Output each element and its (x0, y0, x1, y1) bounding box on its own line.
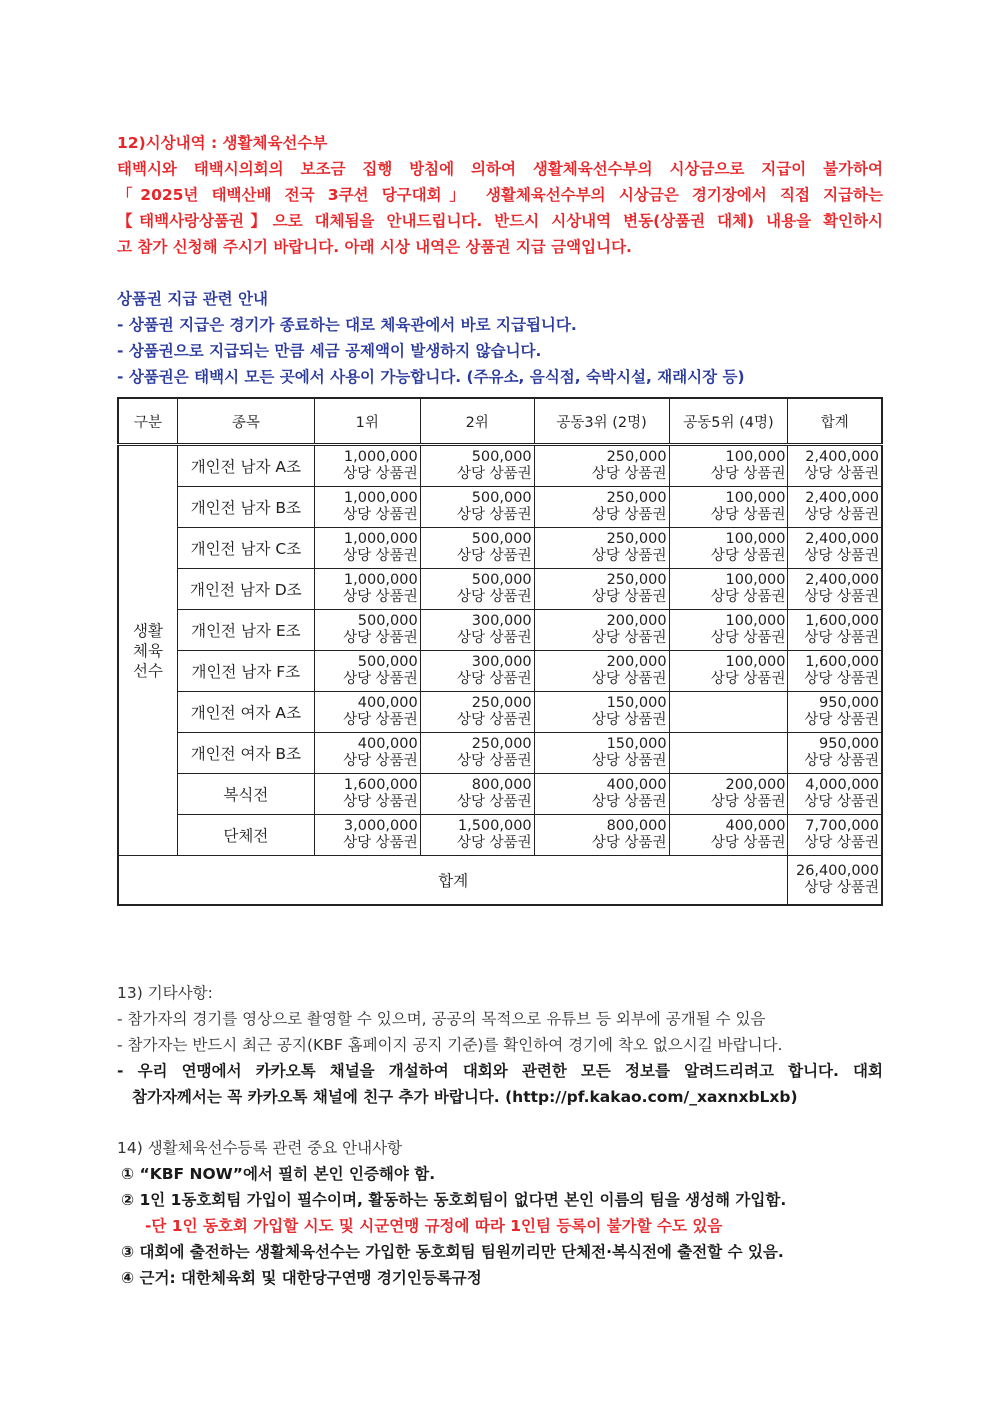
event-cell: 개인전 남자 E조 (177, 610, 314, 651)
prize-suffix: 상당 상품권 (457, 630, 532, 646)
prize-amount: 800,000 (471, 777, 532, 793)
total-suffix: 상당 상품권 (804, 880, 879, 896)
header-5th: 공동5위 (4명) (669, 398, 788, 445)
prize-amount: 250,000 (606, 490, 667, 506)
section-12 (117, 130, 883, 260)
category-cell (118, 445, 177, 856)
event-cell: 개인전 남자 D조 (177, 569, 314, 610)
prize-cell (788, 692, 882, 733)
prize-suffix: 상당 상품권 (710, 630, 786, 646)
section-12-para-4: 고 참가 신청해 주시기 바랍니다. 아래 시상 내역은 상품권 지급 금액입니다. (117, 238, 632, 256)
prize-amount: 1,000,000 (343, 490, 418, 506)
section-14-item-3: ③ 대회에 출전하는 생활체육선수는 가입한 동호회팀 팀원끼리만 단체전·복식전에 출전할 수 있음. (121, 1243, 784, 1261)
prize-amount: 500,000 (471, 490, 532, 506)
prize-amount: 500,000 (471, 449, 532, 465)
prize-suffix: 상당 상품권 (343, 507, 418, 523)
prize-cell (420, 815, 534, 856)
prize-suffix: 상당 상품권 (591, 835, 667, 851)
prize-amount: 100,000 (725, 613, 786, 629)
prize-amount: 800,000 (606, 818, 667, 834)
prize-amount: 1,500,000 (457, 818, 532, 834)
section-14-item-2-note: -단 1인 동호회 가입할 시도 및 시군연맹 규정에 따라 1인팀 등록이 불가할 수도 있음 (145, 1217, 723, 1235)
voucher-item-1: - 상품권 지급은 경기가 종료하는 대로 체육관에서 바로 지급됩니다. (117, 316, 577, 334)
prize-suffix: 상당 상품권 (591, 466, 667, 482)
prize-cell (669, 445, 788, 487)
category-label-line: 선수 (132, 661, 163, 680)
prize-cell (314, 651, 420, 692)
section-13 (117, 980, 883, 1110)
prize-suffix: 상당 상품권 (343, 630, 418, 646)
prize-amount: 400,000 (725, 818, 786, 834)
prize-suffix: 상당 상품권 (710, 466, 786, 482)
prize-amount: 1,000,000 (343, 449, 418, 465)
prize-cell (314, 610, 420, 651)
prize-table-body (118, 445, 882, 906)
prize-amount: 1,600,000 (805, 613, 879, 629)
prize-cell (420, 487, 534, 528)
prize-amount: 100,000 (725, 654, 786, 670)
prize-cell (420, 528, 534, 569)
prize-cell (669, 774, 788, 815)
prize-amount: 500,000 (471, 531, 532, 547)
prize-cell (788, 445, 882, 487)
prize-amount: 100,000 (725, 449, 786, 465)
voucher-item-2: - 상품권으로 지급되는 만큼 세금 공제액이 발생하지 않습니다. (117, 342, 542, 360)
prize-cell (420, 733, 534, 774)
prize-amount: 1,000,000 (343, 572, 418, 588)
section-13-item-1: - 참가자의 경기를 영상으로 촬영할 수 있으며, 공공의 목적으로 유튜브 등 외부에 공개될 수 있음 (117, 1010, 766, 1028)
voucher-heading: 상품권 지급 관련 안내 (117, 290, 268, 308)
prize-suffix: 상당 상품권 (343, 753, 418, 769)
prize-amount: 500,000 (471, 572, 532, 588)
prize-amount: 1,600,000 (343, 777, 418, 793)
prize-amount: 300,000 (471, 613, 532, 629)
section-14-item-1: ① “KBF NOW”에서 필히 본인 인증해야 함. (121, 1165, 436, 1183)
prize-suffix: 상당 상품권 (343, 589, 418, 605)
prize-amount: 150,000 (606, 695, 667, 711)
prize-cell (669, 815, 788, 856)
prize-amount: 400,000 (357, 736, 418, 752)
prize-cell (669, 569, 788, 610)
section-12-para-3: 【태백사랑상품권】으로 대체됨을 안내드립니다. 반드시 시상내역 변동(상품권 대체) 내용을 확인하시 (117, 212, 883, 230)
event-cell: 개인전 남자 C조 (177, 528, 314, 569)
prize-suffix: 상당 상품권 (591, 712, 667, 728)
prize-suffix: 상당 상품권 (343, 835, 418, 851)
prize-suffix: 상당 상품권 (710, 835, 786, 851)
prize-suffix: 상당 상품권 (343, 466, 418, 482)
prize-cell (314, 733, 420, 774)
prize-suffix: 상당 상품권 (457, 507, 532, 523)
prize-cell (669, 528, 788, 569)
category-label-line: 체육 (132, 641, 163, 660)
header-3rd: 공동3위 (2명) (534, 398, 669, 445)
prize-amount: 250,000 (606, 531, 667, 547)
prize-suffix: 상당 상품권 (457, 794, 532, 810)
prize-amount: 500,000 (357, 613, 418, 629)
prize-amount: 300,000 (471, 654, 532, 670)
table-row (118, 733, 882, 774)
section-14 (117, 1135, 883, 1291)
prize-amount: 2,400,000 (805, 449, 879, 465)
table-row (118, 569, 882, 610)
table-row (118, 815, 882, 856)
prize-suffix: 상당 상품권 (804, 630, 879, 646)
prize-amount: 2,400,000 (805, 572, 879, 588)
event-cell: 단체전 (177, 815, 314, 856)
prize-suffix: 상당 상품권 (804, 835, 879, 851)
prize-amount: 950,000 (819, 695, 879, 711)
table-row (118, 610, 882, 651)
section-12-para-2: 「2025년 태백산배 전국 3쿠션 당구대회」 생활체육선수부의 시상금은 경기장에서 직접 지급하는 (117, 186, 883, 204)
prize-suffix: 상당 상품권 (457, 589, 532, 605)
prize-amount: 250,000 (606, 572, 667, 588)
prize-amount: 250,000 (606, 449, 667, 465)
prize-suffix: 상당 상품권 (710, 794, 786, 810)
prize-cell (314, 528, 420, 569)
total-label: 합계 (118, 856, 788, 906)
prize-amount: 1,600,000 (805, 654, 879, 670)
prize-amount: 1,000,000 (343, 531, 418, 547)
prize-cell (534, 528, 669, 569)
prize-amount: 2,400,000 (805, 531, 879, 547)
section-14-item-4: ④ 근거: 대한체육회 및 대한당구연맹 경기인등록규정 (121, 1269, 482, 1287)
prize-cell (788, 733, 882, 774)
prize-cell (788, 651, 882, 692)
prize-cell (669, 733, 788, 774)
prize-suffix: 상당 상품권 (591, 589, 667, 605)
prize-cell (534, 651, 669, 692)
prize-cell (669, 651, 788, 692)
prize-suffix: 상당 상품권 (804, 671, 879, 687)
section-12-title: 12)시상내역 : 생활체육선수부 (117, 134, 328, 152)
section-12-para-1: 태백시와 태백시의회의 보조금 집행 방침에 의하여 생활체육선수부의 시상금으로 지급이 불가하여 (117, 160, 883, 178)
prize-suffix: 상당 상품권 (804, 507, 879, 523)
prize-cell (314, 815, 420, 856)
event-cell: 개인전 여자 B조 (177, 733, 314, 774)
event-cell: 복식전 (177, 774, 314, 815)
prize-amount: 200,000 (606, 613, 667, 629)
prize-amount: 100,000 (725, 531, 786, 547)
table-row (118, 528, 882, 569)
prize-suffix: 상당 상품권 (591, 794, 667, 810)
prize-amount: 100,000 (725, 572, 786, 588)
prize-cell (788, 528, 882, 569)
prize-cell (788, 487, 882, 528)
prize-suffix: 상당 상품권 (710, 507, 786, 523)
prize-cell (534, 815, 669, 856)
prize-cell (314, 445, 420, 487)
table-header-row (118, 398, 882, 445)
prize-amount: 2,400,000 (805, 490, 879, 506)
prize-amount: 4,000,000 (805, 777, 879, 793)
prize-suffix: 상당 상품권 (591, 671, 667, 687)
voucher-item-3: - 상품권은 태백시 모든 곳에서 사용이 가능합니다. (주유소, 음식점, 숙박시설, 재래시장 등) (117, 368, 745, 386)
prize-suffix: 상당 상품권 (591, 548, 667, 564)
prize-amount: 200,000 (725, 777, 786, 793)
total-value-cell (788, 856, 882, 906)
prize-suffix: 상당 상품권 (591, 753, 667, 769)
prize-cell (788, 774, 882, 815)
prize-cell (534, 610, 669, 651)
prize-cell (534, 487, 669, 528)
prize-cell (788, 610, 882, 651)
section-13-item-4: 참가자께서는 꼭 카카오톡 채널에 친구 추가 바랍니다. (http://pf.kakao.com/_xaxnxbLxb) (132, 1088, 798, 1106)
prize-cell (534, 692, 669, 733)
category-label-line: 생활 (132, 621, 163, 640)
table-row (118, 487, 882, 528)
table-row (118, 692, 882, 733)
table-row (118, 651, 882, 692)
prize-suffix: 상당 상품권 (804, 753, 879, 769)
prize-suffix: 상당 상품권 (591, 507, 667, 523)
prize-cell (420, 692, 534, 733)
total-amount: 26,400,000 (795, 863, 879, 879)
prize-suffix: 상당 상품권 (710, 548, 786, 564)
prize-suffix: 상당 상품권 (457, 712, 532, 728)
prize-amount: 500,000 (357, 654, 418, 670)
header-event: 종목 (177, 398, 314, 445)
header-2nd: 2위 (420, 398, 534, 445)
table-total-row (118, 856, 882, 906)
prize-cell (420, 610, 534, 651)
prize-amount: 950,000 (819, 736, 879, 752)
event-cell: 개인전 여자 A조 (177, 692, 314, 733)
prize-suffix: 상당 상품권 (457, 466, 532, 482)
prize-suffix: 상당 상품권 (457, 753, 532, 769)
prize-cell (788, 815, 882, 856)
prize-cell (534, 733, 669, 774)
section-14-item-2: ② 1인 1동호회팀 가입이 필수이며, 활동하는 동호회팀이 없다면 본인 이름의 팀을 생성해 가입함. (121, 1191, 787, 1209)
prize-amount: 7,700,000 (805, 818, 879, 834)
prize-suffix: 상당 상품권 (457, 835, 532, 851)
prize-cell (420, 651, 534, 692)
prize-suffix: 상당 상품권 (804, 712, 879, 728)
prize-suffix: 상당 상품권 (343, 548, 418, 564)
event-cell: 개인전 남자 A조 (177, 445, 314, 487)
event-cell: 개인전 남자 B조 (177, 487, 314, 528)
prize-amount: 400,000 (357, 695, 418, 711)
prize-cell (420, 569, 534, 610)
prize-suffix: 상당 상품권 (343, 794, 418, 810)
prize-cell (669, 692, 788, 733)
event-cell: 개인전 남자 F조 (177, 651, 314, 692)
prize-suffix: 상당 상품권 (710, 671, 786, 687)
prize-amount: 400,000 (606, 777, 667, 793)
prize-suffix: 상당 상품권 (804, 794, 879, 810)
header-total: 합계 (788, 398, 882, 445)
prize-cell (420, 774, 534, 815)
prize-cell (420, 445, 534, 487)
prize-amount: 150,000 (606, 736, 667, 752)
prize-cell (534, 774, 669, 815)
prize-cell (314, 692, 420, 733)
header-category: 구분 (118, 398, 177, 445)
prize-amount: 250,000 (471, 736, 532, 752)
table-row (118, 774, 882, 815)
prize-cell (534, 569, 669, 610)
section-14-title: 14) 생활체육선수등록 관련 중요 안내사항 (117, 1139, 403, 1157)
prize-cell (534, 445, 669, 487)
prize-suffix: 상당 상품권 (343, 712, 418, 728)
voucher-notice (117, 286, 883, 390)
prize-cell (314, 487, 420, 528)
prize-amount: 250,000 (471, 695, 532, 711)
prize-amount: 100,000 (725, 490, 786, 506)
header-1st: 1위 (314, 398, 420, 445)
prize-suffix: 상당 상품권 (457, 548, 532, 564)
prize-suffix: 상당 상품권 (804, 589, 879, 605)
section-13-item-3: - 우리 연맹에서 카카오톡 채널을 개설하여 대회와 관련한 모든 정보를 알려드리려고 합니다. 대회 (117, 1062, 883, 1080)
prize-cell (314, 774, 420, 815)
prize-suffix: 상당 상품권 (457, 671, 532, 687)
prize-suffix: 상당 상품권 (710, 589, 786, 605)
section-13-title: 13) 기타사항: (117, 984, 213, 1002)
prize-cell (788, 569, 882, 610)
prize-cell (669, 487, 788, 528)
section-13-item-2: - 참가자는 반드시 최근 공지(KBF 홈페이지 공지 기준)를 확인하여 경기에 착오 없으시길 바랍니다. (117, 1036, 783, 1054)
prize-amount: 3,000,000 (343, 818, 418, 834)
prize-suffix: 상당 상품권 (343, 671, 418, 687)
prize-cell (314, 569, 420, 610)
table-row (118, 445, 882, 487)
prize-suffix: 상당 상품권 (591, 630, 667, 646)
prize-cell (669, 610, 788, 651)
prize-suffix: 상당 상품권 (804, 548, 879, 564)
prize-table (117, 397, 883, 906)
prize-suffix: 상당 상품권 (804, 466, 879, 482)
prize-amount: 200,000 (606, 654, 667, 670)
